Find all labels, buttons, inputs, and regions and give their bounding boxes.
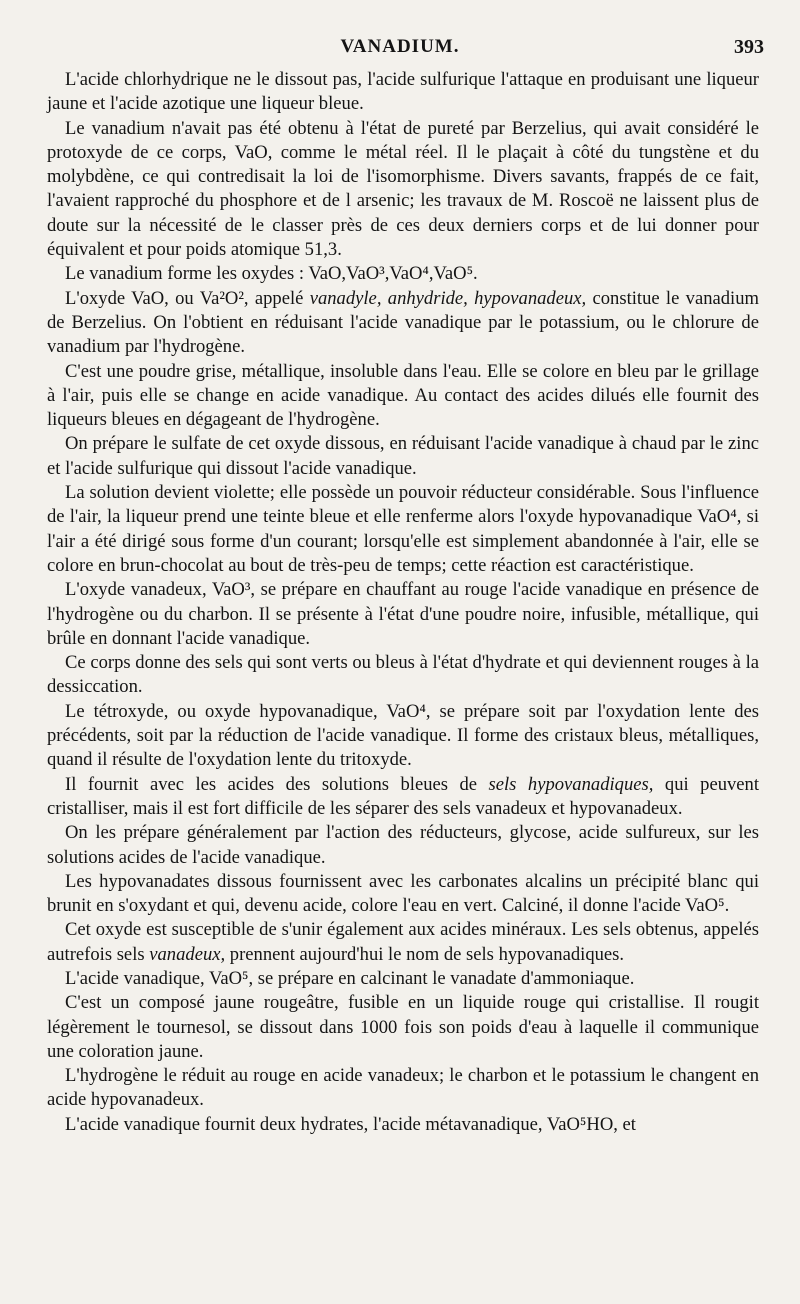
text-segment: C'est un composé jaune rougeâtre, fusible en un liquide rouge qui cristallise. Il rougit légèrement le tournesol, se dissout dans 1000 fois son poids d'eau à laquelle il communique une coloration jaune. <box>47 992 759 1062</box>
text-segment: L'oxyde vanadeux, VaO³, se prépare en chauffant au rouge l'acide vanadique en présence de l'hydrogène ou du charbon. Il se présente à l'état d'une poudre noire, infusible, métallique, qui brûle en donnant l'acide vanadique. <box>47 579 759 649</box>
paragraph <box>47 700 759 773</box>
paragraph <box>47 870 759 919</box>
text-segment: Les hypovanadates dissous fournissent avec les carbonates alcalins un précipité blanc qui brunit en s'oxydant et qui, devenu acide, colore l'eau en vert. Calciné, il donne l'acide VaO⁵. <box>47 870 759 917</box>
paragraph <box>47 262 759 286</box>
paragraph <box>47 651 759 700</box>
text-segment: L'acide chlorhydrique ne le dissout pas, l'acide sulfurique l'attaque en produisant une liqueur jaune et l'acide azotique une liqueur bleue. <box>47 69 759 115</box>
text-segment: L'oxyde VaO, ou Va²O², appelé <box>65 287 310 309</box>
text-segment: Cet oxyde est susceptible de s'unir également aux acides minéraux. Les sels obtenus, appelés autrefois sels <box>47 919 759 965</box>
page-header <box>0 36 800 60</box>
text-segment: Ce corps donne des sels qui sont verts ou bleus à l'état d'hydrate et qui deviennent rouges à la dessiccation. <box>47 652 759 698</box>
paragraph <box>47 991 759 1064</box>
text-segment: constitue le vanadium de Berzelius. On l'obtient en réduisant l'acide vanadique par le potassium, ou le chlorure de vanadium par l'hydrogène. <box>47 287 759 358</box>
paragraph <box>47 1113 759 1137</box>
text-segment: L'acide vanadique, VaO⁵, se prépare en calcinant le vanadate d'ammoniaque. <box>65 967 635 989</box>
text-segment: Le vanadium forme les oxydes : VaO,VaO³,VaO⁴,VaO⁵. <box>65 263 478 285</box>
paragraph <box>47 287 759 360</box>
italic-text: sels hypovanadiques, <box>488 773 654 795</box>
paragraph <box>47 1064 759 1113</box>
italic-text: vanadeux, <box>149 943 226 965</box>
text-segment: Le vanadium n'avait pas été obtenu à l'état de pureté par Berzelius, qui avait considéré le protoxyde de ce corps, VaO, comme le métal réel. Il le plaçait à côté du tungstène et du molybdène, ce qui contredisait la loi de l'isomorphisme. Divers savants, frappés de ce fait, l'avaient rapproché du phosphore et de l arsenic; les travaux de M. Roscoë ne laissent plus de doute sur la nécessité de le classer près de ces deux derniers corps et de lui donner pour équivalent et pour poids atomique 51,3. <box>47 117 759 261</box>
paragraph <box>47 967 759 991</box>
paragraph <box>47 773 759 822</box>
text-segment: La solution devient violette; elle possède un pouvoir réducteur considérable. Sous l'influence de l'air, la liqueur prend une teinte bleue et elle renferme alors l'oxyde hypovanadique VaO⁴, si l'air a été dirigé sous forme d'un courant; lorsqu'elle est simplement abandonnée à l'air, elle se colore en brun-chocolat au bout de très-peu de temps; cette réaction est caractéristique. <box>47 482 759 576</box>
italic-text: vanadyle, anhydride, hypovanadeux, <box>309 287 587 309</box>
text-segment: Le tétroxyde, ou oxyde hypovanadique, VaO⁴, se prépare soit par l'oxydation lente des précédents, soit par la réduction de l'acide vanadique. Il forme des cristaux bleus, métalliques, quand il résulte de l'oxydation lente du tritoxyde. <box>47 700 759 771</box>
text-segment: prennent aujourd'hui le nom de sels hypovanadiques. <box>225 943 625 965</box>
text-segment: qui peuvent cristalliser, mais il est fort difficile de les séparer des sels vanadeux et hypovanadeux. <box>47 773 760 819</box>
body-text <box>47 68 759 1137</box>
text-segment: L'hydrogène le réduit au rouge en acide vanadeux; le charbon et le potassium le changent en acide hypovanadeux. <box>47 1065 759 1111</box>
paragraph <box>47 432 759 481</box>
paragraph <box>47 117 759 263</box>
paragraph <box>47 821 759 870</box>
paragraph <box>47 481 759 578</box>
text-segment: Il fournit avec les acides des solutions bleues de <box>65 773 489 795</box>
text-segment: L'acide vanadique fournit deux hydrates, l'acide métavanadique, VaO⁵HO, et <box>65 1113 636 1135</box>
paragraph <box>47 68 759 117</box>
page-number: 393 <box>734 36 764 58</box>
text-segment: On les prépare généralement par l'action des réducteurs, glycose, acide sulfureux, sur les solutions acides de l'acide vanadique. <box>47 822 759 868</box>
text-segment: C'est une poudre grise, métallique, insoluble dans l'eau. Elle se colore en bleu par le grillage à l'air, puis elle se change en acide vanadique. Au contact des acides dilués elle fournit des liqueurs bleues en dégageant de l'hydrogène. <box>47 360 759 431</box>
paragraph <box>47 578 759 651</box>
paragraph <box>47 918 759 967</box>
paragraph <box>47 360 759 433</box>
running-title: VANADIUM. <box>340 36 460 57</box>
text-segment: On prépare le sulfate de cet oxyde dissous, en réduisant l'acide vanadique à chaud par le zinc et l'acide sulfurique qui dissout l'acide vanadique. <box>47 433 759 479</box>
